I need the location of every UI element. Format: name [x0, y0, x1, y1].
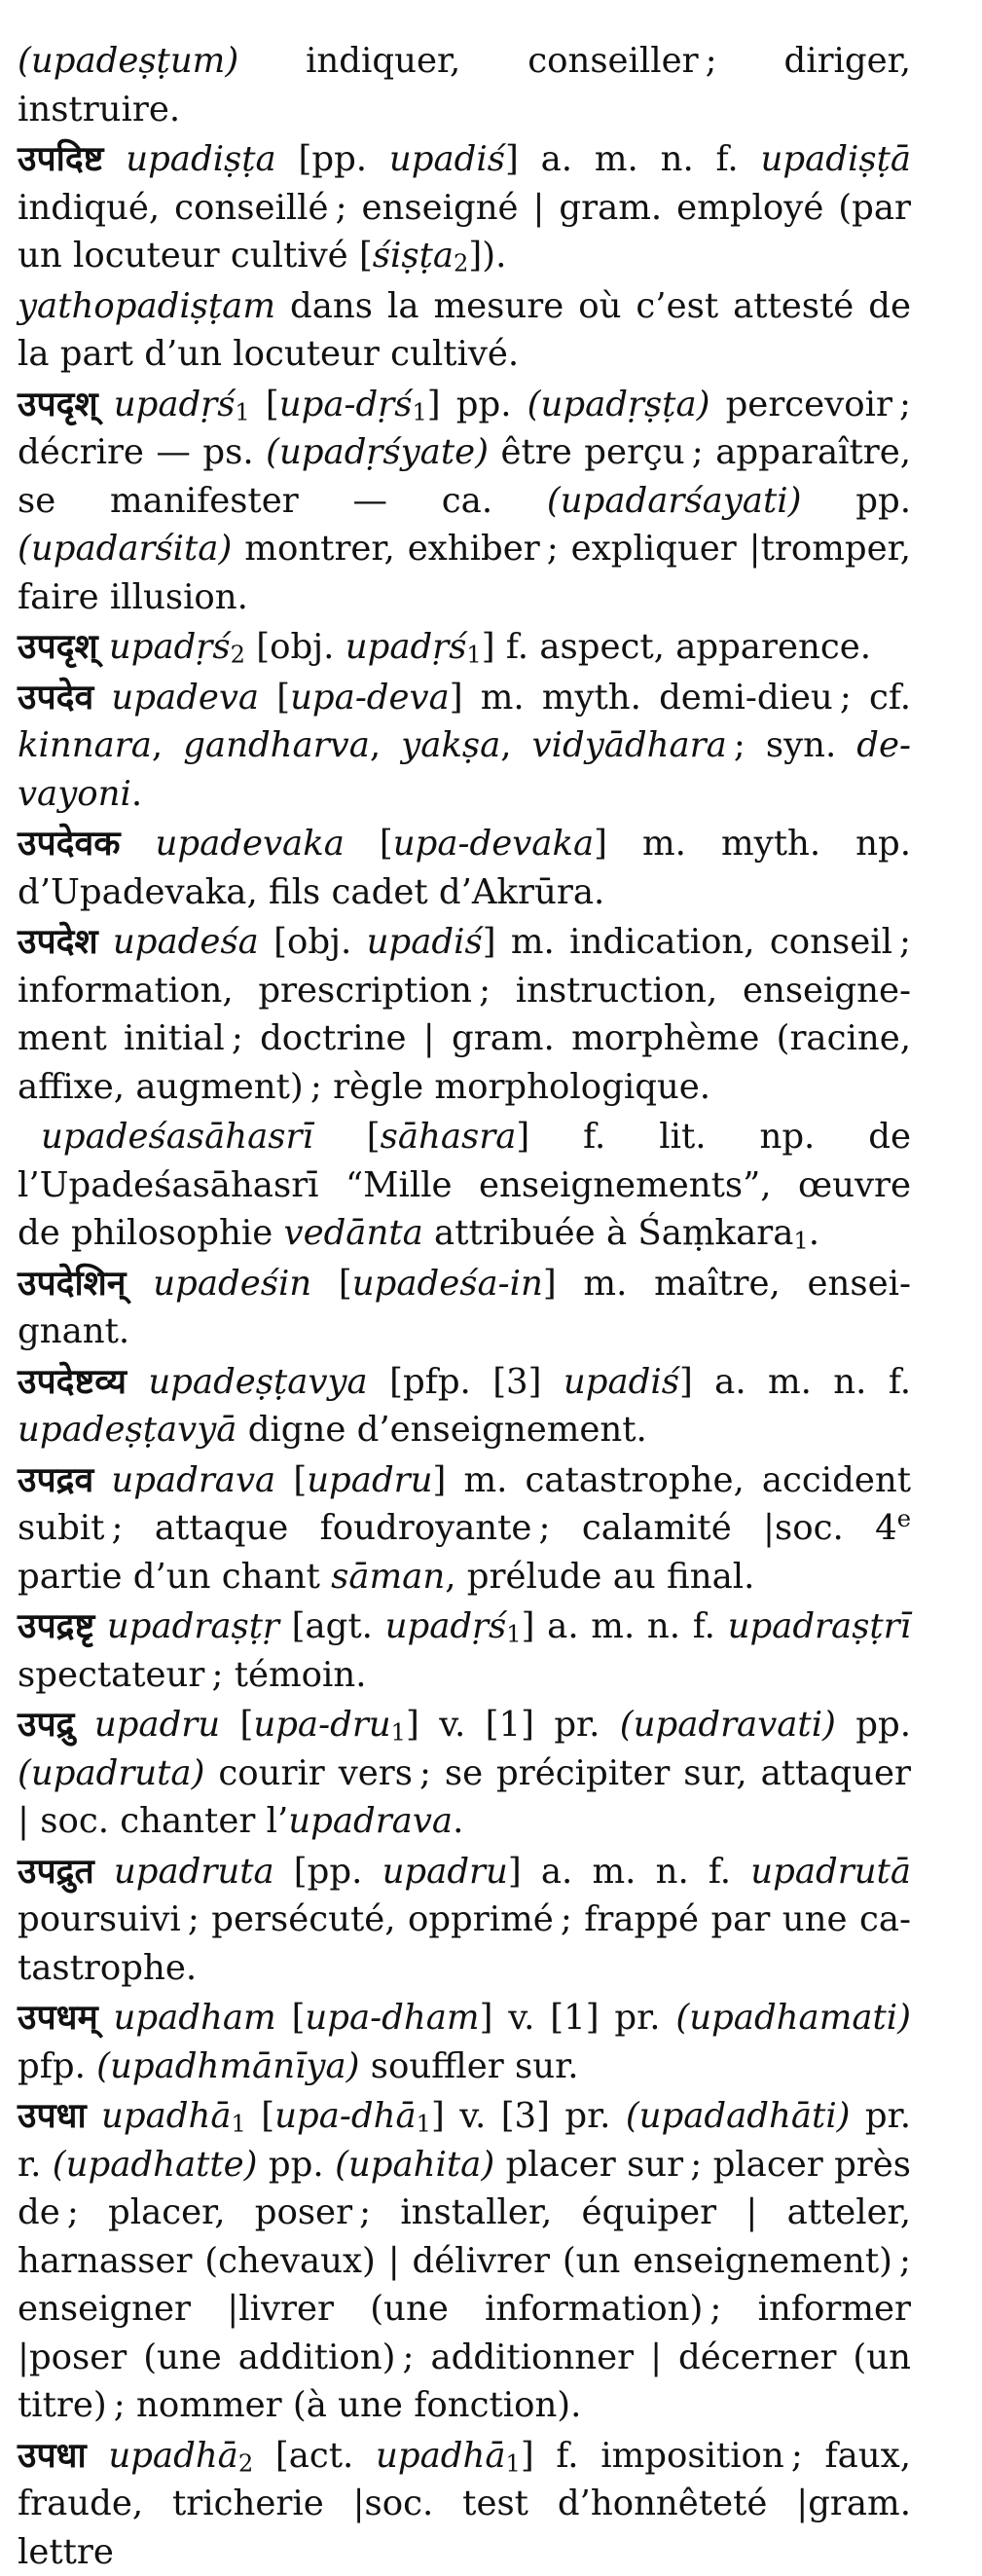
- entry-upadeva: उपदेव upadeva [upa-deva] m. myth. demi-dieu ; cf. kinnara, gandharva, yakṣa, vidyādhara ; syn. devayoni.: [18, 674, 911, 819]
- headword-devanagari: उपधा: [18, 2436, 87, 2476]
- entry-upadrastr: उपद्रष्टृ upadraṣṭṛ [agt. upadṛś$_1$] a. m. n. f. upadraṣṭrī spectateur ; témoin.: [18, 1602, 911, 1699]
- headword-devanagari: उपदृश्: [18, 385, 98, 424]
- entry-yathopadistam: yathopadiṣṭam dans la mesure où c’est attesté de la part d’un locuteur cultivé.: [18, 282, 911, 379]
- headword-devanagari: उपद्रव: [18, 1460, 93, 1500]
- entry-upadha1: उपधा upadhā$_1$ [upa-dhā$_1$] v. [3] pr. (upadadhāti) pr. r. (upadhatte) pp. (upahita) placer sur ; placer près de ; placer, poser ; installer, équiper | atteler, harnasser (chevaux) | délivrer (un enseignement) ; enseigner |livrer (une information) ; informer |poser (une addition) ; additionner | décerner (un titre) ; nommer (à une fonction).: [18, 2092, 911, 2430]
- entry-upadestavya: उपदेष्टव्य upadeṣṭavya [pfp. [3] upadiś] a. m. n. f. upadeṣṭavyā digne d’enseignement.: [18, 1358, 911, 1454]
- headword-devanagari: उपदेष्टव्य: [18, 1362, 127, 1402]
- entry-upadha2: उपधा upadhā$_2$ [act. upadhā$_1$] f. imposition ; faux, fraude, tricherie |soc. test d’honnêteté |gram. lettre: [18, 2432, 911, 2576]
- entry-upadevaka: उपदेवक upadevaka [upa-devaka] m. myth. np. d’Upadevaka, fils cadet d’Akrūra.: [18, 820, 911, 916]
- entry-upadrs1: उपदृश् upadṛś$_1$ [upa-dṛś$_1$] pp. (upadṛṣṭa) percevoir ; décrire — ps. (upadṛśyate) être perçu ; apparaître, se manifester — ca. (upadarśayati) pp. (upadarśita) montrer, exhiber ; expliquer |tromper, faire illusion.: [18, 381, 911, 622]
- headword-devanagari: उपदृश्: [18, 627, 98, 667]
- headword-devanagari: उपदेवक: [18, 824, 120, 864]
- form: (upadeṣṭum): [18, 41, 238, 81]
- entry-upadruta: उपद्रुत upadruta [pp. upadru] a. m. n. f. upadrutā poursuivi ; persécuté, opprimé ; frappé par une catastrophe.: [18, 1848, 911, 1993]
- entry-upadesa: उपदेश upadeśa [obj. upadiś] m. indication, conseil ; information, prescription ; instruction, enseignement initial ; doctrine | gram. morphème (racine, affixe, augment) ; règle morphologique.: [18, 918, 911, 1111]
- headword-devanagari: उपधा: [18, 2096, 87, 2136]
- headword-devanagari: उपद्रु: [18, 1705, 74, 1745]
- entry-upadista: उपदिष्ट upadiṣṭa [pp. upadiś] a. m. n. f. upadiṣṭā indiqué, conseillé ; enseigné | gram. employé (par un locuteur cultivé [śiṣṭa$_2$]).: [18, 135, 911, 280]
- entry-upadru: उपद्रु upadru [upa-dru$_1$] v. [1] pr. (upadravati) pp. (upadruta) courir vers ; se précipiter sur, attaquer | soc. chanter l’upadrava.: [18, 1701, 911, 1846]
- entry-upadham: उपधम् upadham [upa-dham] v. [1] pr. (upadhamati) pfp. (upadhmānīya) souffler sur.: [18, 1994, 911, 2090]
- headword-devanagari: उपदेश: [18, 922, 98, 962]
- entry-upadrs2: उपदृश् upadṛś$_2$ [obj. upadṛś$_1$] f. aspect, apparence.: [18, 623, 911, 672]
- headword-devanagari: उपदेव: [18, 678, 93, 718]
- entry-upadistum-continued: (upadeṣṭum) indiquer, conseiller ; diriger, instruire.: [18, 37, 911, 133]
- headword-devanagari: उपद्रुत: [18, 1852, 94, 1892]
- entry-upadesin: उपदेशिन् upadeśin [upadeśa-in] m. maître, enseignant.: [18, 1260, 911, 1356]
- headword-devanagari: उपदिष्ट: [18, 139, 103, 179]
- headword-devanagari: उपद्रष्टृ: [18, 1606, 94, 1646]
- headword-devanagari: उपधम्: [18, 1998, 98, 2038]
- entry-upadesasahasri: upadeśasāhasrī [sāhasra] f. lit. np. de l’Upadeśasāhasrī “Mille enseignements”, œuvre de philosophie vedānta attribuée à Śaṃkara$_1$.: [18, 1113, 911, 1258]
- headword-devanagari: उपदेशिन्: [18, 1264, 127, 1304]
- entry-upadrava: उपद्रव upadrava [upadru] m. catastrophe, accident subit ; attaque foudroyante ; calamité |soc. 4e partie d’un chant sāman, prélude au final.: [18, 1456, 911, 1601]
